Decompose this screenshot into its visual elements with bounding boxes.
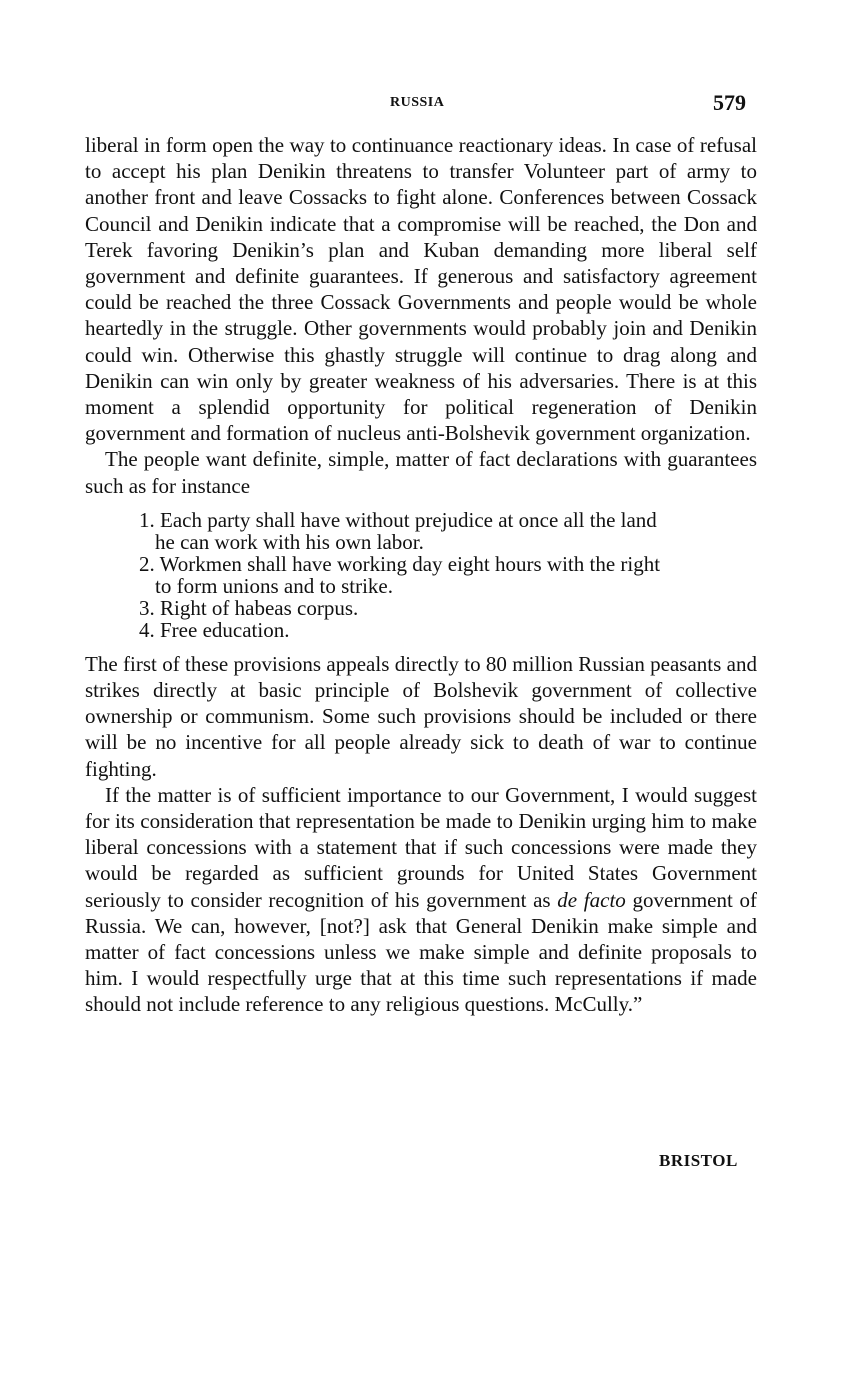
running-head [0,90,850,116]
numbered-list [85,509,757,641]
list-text-continued: he can work with his own labor. [155,529,424,554]
list-text-continued: to form unions and to strike. [155,573,393,598]
list-number: 1. [139,507,155,532]
paragraph-2: The people want definite, simple, matter of fact declarations with guarantees such as for instance [85,447,757,498]
list-text: Right of habeas corpus. [160,595,359,620]
list-item [85,597,757,619]
list-text: Each party shall have without prejudice at once all the land [160,507,657,532]
running-title: RUSSIA [390,95,445,110]
paragraph-1: liberal in form open the way to continuance reactionary ideas. In case of refusal to accept his plan Denikin threatens to transfer Volunteer part of army to another front and leave Cossacks to fight alone. Conferences between Cossack Council and Denikin indicate that a compromise will be reached, the Don and Terek favoring Denikin’s plan and Kuban demanding more liberal self government and definite guarantees. If generous and satisfactory agreement could be reached the three Cossack Governments and people would be whole heartedly in the struggle. Other governments would probably join and Denikin could win. Otherwise this ghastly struggle will continue to drag along and Denikin can win only by greater weakness of his adversaries. There is at this moment a splendid opportunity for political regeneration of Denikin government and formation of nucleus anti-Bolshevik government organization. [85,133,757,446]
list-item [85,619,757,641]
italic-phrase: de facto [557,887,626,912]
paragraph-4-part-b: government of Russia. We can, however, [not?] ask that General Denikin make simple and matter of fact concessions unless we make simple and definite proposals to him. I would respectfully urge that at this time such representations if made should not include reference to any religious questions. McCully.” [85,887,757,1017]
page-number: 579 [713,90,746,115]
paragraph-4-part-a: If the matter is of sufficient importance to our Government, I would suggest for its consideration that representation be made to Denikin urging him to make liberal concessions with a statement that if such concessions were made they would be regarded as sufficient grounds for United States Government seriously to consider recognition of his government as [85,782,757,912]
paragraph-4 [85,782,757,1018]
list-number: 3. [139,595,155,620]
body-text [85,132,757,1018]
list-item [85,553,757,597]
list-item [85,509,757,553]
list-text: Free education. [160,617,290,642]
list-number: 2. [139,551,155,576]
list-text: Workmen shall have working day eight hours with the right [159,551,661,576]
paragraph-3: The first of these provisions appeals directly to 80 million Russian peasants and strikes directly at basic principle of Bolshevik government of collective ownership or communism. Some such provisions should be included or there will be no incentive for all people already sick to death of war to continue fighting. [85,651,757,781]
list-number: 4. [139,617,155,642]
signature: BRISTOL [659,1151,738,1170]
